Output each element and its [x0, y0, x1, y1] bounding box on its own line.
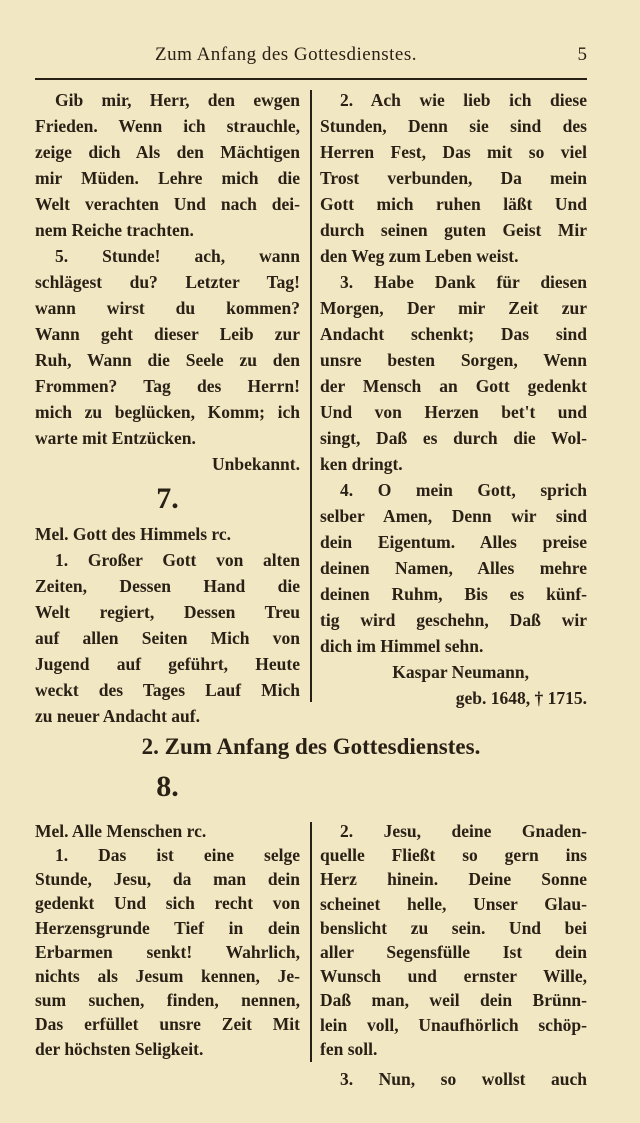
melody-note: Mel. Gott des Himmels rc. — [35, 524, 232, 544]
verse-paragraph — [35, 243, 300, 451]
verse-line: Herz hinein. Deine Sonne — [320, 869, 587, 890]
verse-line: 1. Das ist eine selge — [55, 845, 300, 865]
bottom-right-column — [320, 819, 587, 1091]
melody-note: Mel. Alle Menschen rc. — [35, 821, 207, 841]
author: Unbekannt. — [211, 454, 300, 474]
section-heading: 2. Zum Anfang des Gottesdienstes. — [141, 734, 481, 759]
verse-line: Herzensgrunde Tief in dein — [35, 917, 300, 938]
verse-line: 2. Ach wie lieb ich diese — [340, 90, 587, 110]
verse-line: zeige dich Als den Mächtigen — [35, 142, 300, 162]
verse-paragraph — [320, 269, 587, 477]
verse-line: Das erfüllet unsre Zeit Mit — [35, 1014, 300, 1035]
verse-line: Welt regiert, Dessen Treu — [35, 602, 300, 622]
running-title: Zum Anfang des Gottesdienstes. — [155, 44, 417, 65]
hymn-number: 7. — [156, 482, 179, 515]
verse-line: Stunde, Jesu, da man dein — [35, 869, 300, 890]
verse-line: Jugend auf geführt, Heute — [35, 654, 300, 674]
verse-line: 5. Stunde! ach, wann — [55, 246, 300, 266]
verse-line: quelle Fließt so gern ins — [320, 845, 587, 866]
verse-line: nem Reiche trachten. — [35, 220, 194, 240]
verse-line: sum suchen, finden, nennen, — [35, 990, 300, 1011]
verse-line: gedenkt Und sich recht von — [35, 893, 300, 914]
verse-line: 2. Jesu, deine Gnaden- — [340, 821, 587, 841]
verse-line: ken dringt. — [320, 454, 403, 474]
author-name: Kaspar Neumann, — [392, 662, 529, 682]
verse-line: 4. O mein Gott, sprich — [340, 480, 587, 500]
verse-line: lein voll, Unaufhörlich schöp- — [320, 1014, 587, 1035]
verse-line: schlägest du? Letzter Tag! — [35, 272, 300, 292]
verse-paragraph — [35, 87, 300, 243]
verse-line: Frieden. Wenn ich strauchle, — [35, 116, 300, 136]
column-divider-bottom — [310, 822, 312, 1062]
verse-line: Daß man, weil dein Brünn- — [320, 990, 587, 1011]
verse-paragraph — [320, 477, 587, 659]
top-left-column — [35, 87, 300, 729]
verse-line: scheinet helle, Unser Glau- — [320, 893, 587, 914]
author-dates: geb. 1648, † 1715. — [455, 688, 587, 708]
verse-line: Wunsch und ernster Wille, — [320, 966, 587, 987]
verse-paragraph — [35, 547, 300, 729]
verse-line: Und von Herzen bet't und — [320, 402, 587, 422]
verse-line: 1. Großer Gott von alten — [55, 550, 300, 570]
verse-line: dein Eigentum. Alles preise — [320, 532, 587, 552]
verse-line: wann wirst du kommen? — [35, 298, 300, 318]
verse-line: singt, Daß es durch die Wol- — [320, 428, 587, 448]
verse-line: weckt des Tages Lauf Mich — [35, 680, 300, 700]
verse-line: Zeiten, Dessen Hand die — [35, 576, 300, 596]
verse-line: mich zu beglücken, Komm; ich — [35, 402, 300, 422]
verse-line: Gib mir, Herr, den ewgen — [55, 90, 300, 110]
verse-line: deinen Namen, Alles mehre — [320, 558, 587, 578]
verse-line: mir Müden. Lehre mich die — [35, 168, 300, 188]
verse-line: auf allen Seiten Mich von — [35, 628, 300, 648]
verse-line: zu neuer Andacht auf. — [35, 706, 200, 726]
hymn-number: 8. — [156, 770, 179, 803]
verse-line: Stunden, Denn sie sind des — [320, 116, 587, 136]
verse-line: Wann geht dieser Leib zur — [35, 324, 300, 344]
verse-line: aller Segensfülle Ist dein — [320, 941, 587, 962]
header-rule — [35, 78, 587, 80]
page-number: 5 — [577, 44, 587, 65]
top-right-column — [320, 87, 587, 711]
verse-line: deinen Ruhm, Bis es künf- — [320, 584, 587, 604]
verse-line: fen soll. — [320, 1038, 378, 1059]
column-divider-top — [310, 90, 312, 702]
running-header — [35, 44, 587, 70]
verse-line: warte mit Entzücken. — [35, 428, 196, 448]
verse-line: dich im Himmel sehn. — [320, 636, 484, 656]
verse-line: 3. Nun, so wollst auch — [340, 1068, 587, 1089]
verse-line: den Weg zum Leben weist. — [320, 246, 519, 266]
verse-line: Andacht schenkt; Das sind — [320, 324, 587, 344]
verse-line: Erbarmen senkt! Wahrlich, — [35, 941, 300, 962]
verse-line: Herren Fest, Das mit so viel — [320, 142, 587, 162]
verse-line: durch seinen guten Geist Mir — [320, 220, 587, 240]
verse-line: 3. Habe Dank für diesen — [340, 272, 587, 292]
verse-line: tig wird geschehn, Daß wir — [320, 610, 587, 630]
verse-line: Ruh, Wann die Seele zu den — [35, 350, 300, 370]
verse-line: unsre besten Sorgen, Wenn — [320, 350, 587, 370]
verse-line: Welt verachten Und nach dei- — [35, 194, 300, 214]
verse-line: der höchsten Seligkeit. — [35, 1038, 204, 1059]
verse-paragraph — [320, 819, 587, 1061]
verse-line: der Mensch an Gott gedenkt — [320, 376, 587, 396]
verse-line: Gott mich ruhen läßt Und — [320, 194, 587, 214]
verse-line: benslicht zu sein. Und bei — [320, 917, 587, 938]
verse-line: nichts als Jesum kennen, Je- — [35, 965, 300, 986]
verse-line: Trost verbunden, Da mein — [320, 168, 587, 188]
verse-line: selber Amen, Denn wir sind — [320, 506, 587, 526]
verse-paragraph — [320, 87, 587, 269]
verse-line: Frommen? Tag des Herrn! — [35, 376, 300, 396]
bottom-left-column — [35, 819, 300, 1061]
verse-paragraph — [35, 843, 300, 1061]
verse-line: Morgen, Der mir Zeit zur — [320, 298, 587, 318]
